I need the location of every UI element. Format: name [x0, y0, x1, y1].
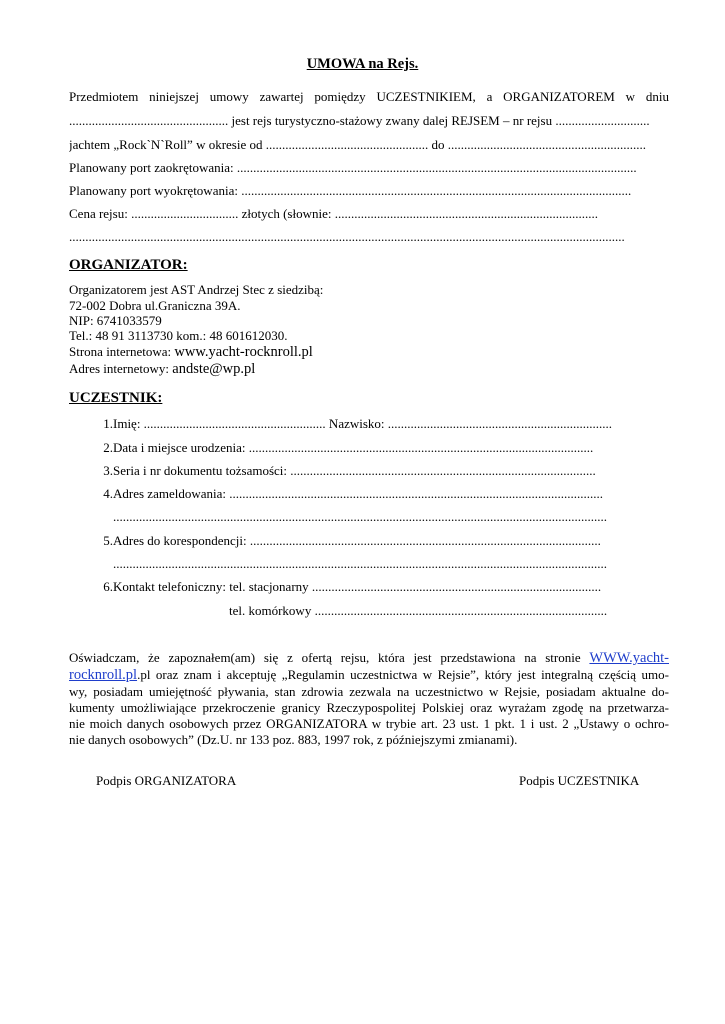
participant-item	[69, 509, 621, 525]
mobile-phone-line: tel. komórkowy ..........................................................................................	[229, 603, 608, 618]
organizer-line: Tel.: 48 91 3113730 kom.: 48 601612030.	[69, 328, 288, 343]
declaration-line: nie danych osobowych” (Dz.U. nr 133 poz. 883, 1997 rok, z późniejszymi zmianami).	[69, 732, 518, 747]
declaration-line: nie moich danych osobowych przez ORGANIZATORA w trybie art. 23 ust. 1 pkt. 1 i ust. 2 „Ustawy o ochro-	[69, 716, 669, 731]
document-title: UMOWA na Rejs.	[306, 56, 419, 72]
website-link[interactable]: rocknroll.pl	[69, 667, 138, 683]
participant-item	[69, 486, 621, 502]
participant-item	[69, 463, 621, 479]
item-text: Imię: ........................................................ Nazwisko: .....................................................................	[113, 416, 613, 431]
declaration-line: wy, posiadam umiejętność pływania, stan zdrowia zezwala na uczestnictwo w Rejsie, posiadam aktualne do-	[69, 684, 669, 699]
item-text: Seria i nr dokumentu tożsamości: ..............................................................................................	[113, 463, 596, 478]
item-number: 6.	[103, 579, 113, 594]
item-number: 2.	[103, 440, 113, 455]
item-text: Adres do korespondencji: ............................................................................................................	[113, 533, 601, 548]
participant-item	[69, 440, 621, 456]
item-text: Kontakt telefoniczny: tel. stacjonarny .........................................................................................	[113, 579, 602, 594]
organizer-line: NIP: 6741033579	[69, 313, 162, 328]
website-link[interactable]: WWW.yacht-	[589, 650, 669, 666]
declaration-line: kumenty umożliwiające przekroczenie granicy Rzeczypospolitej Polskiej oraz wyrażam zgodę na przetwarza-	[69, 700, 669, 715]
item-number: 3.	[103, 463, 113, 478]
item-number: 4.	[103, 486, 113, 501]
participant-item	[69, 579, 621, 595]
intro-line: Przedmiotem niniejszej umowy zawartej pomiędzy UCZESTNIKIEM, a ORGANIZATOREM w dniu	[69, 89, 669, 104]
participant-item	[69, 556, 621, 572]
item-text: ........................................................................................................................................................	[113, 556, 607, 571]
declaration-line	[69, 667, 669, 683]
participant-signature-label: Podpis UCZESTNIKA	[519, 773, 640, 788]
website-value: www.yacht-rocknroll.pl	[174, 344, 313, 360]
intro-line: ...........................................................................................................................................................................	[69, 229, 625, 244]
participant-heading: UCZESTNIK:	[69, 390, 163, 406]
organizer-email-line	[69, 361, 255, 377]
declaration-text: .pl oraz znam i akceptuję „Regulamin uczestnictwa w Rejsie”, który jest integralną częścią umo-	[137, 667, 669, 682]
item-text: ........................................................................................................................................................	[113, 509, 607, 524]
participant-item	[69, 533, 621, 549]
intro-line: jachtem „Rock`N`Roll” w okresie od .................................................. do .............................................................	[69, 137, 646, 152]
organizer-heading: ORGANIZATOR:	[69, 257, 188, 273]
organizer-line: 72-002 Dobra ul.Graniczna 39A.	[69, 298, 241, 313]
item-text: Adres zameldowania: ...................................................................................................................	[113, 486, 603, 501]
price-line: Cena rejsu: ................................. złotych (słownie: .................................................................................	[69, 206, 598, 221]
website-label: Strona internetowa:	[69, 344, 175, 359]
declaration-text: Oświadczam, że zapoznałem(am) się z ofertą rejsu, która jest przedstawiona na stronie	[69, 650, 590, 665]
item-number: 5.	[103, 533, 113, 548]
organizer-signature-label: Podpis ORGANIZATORA	[96, 773, 237, 788]
intro-line: ................................................. jest rejs turystyczno-stażowy zwany dalej REJSEM – nr rejsu .............................	[69, 113, 650, 128]
item-text: Data i miejsce urodzenia: ..........................................................................................................	[113, 440, 594, 455]
declaration-line	[69, 650, 669, 666]
organizer-website-line	[69, 344, 313, 360]
participant-item	[69, 416, 621, 432]
item-number: 1.	[103, 416, 113, 431]
email-label: Adres internetowy:	[69, 361, 173, 376]
email-value: andste@wp.pl	[172, 361, 256, 377]
embark-port-line: Planowany port zaokrętowania: ...........................................................................................................................	[69, 160, 637, 175]
disembark-port-line: Planowany port wyokrętowania: ........................................................................................................................	[69, 183, 632, 198]
organizer-line: Organizatorem jest AST Andrzej Stec z siedzibą:	[69, 282, 324, 297]
